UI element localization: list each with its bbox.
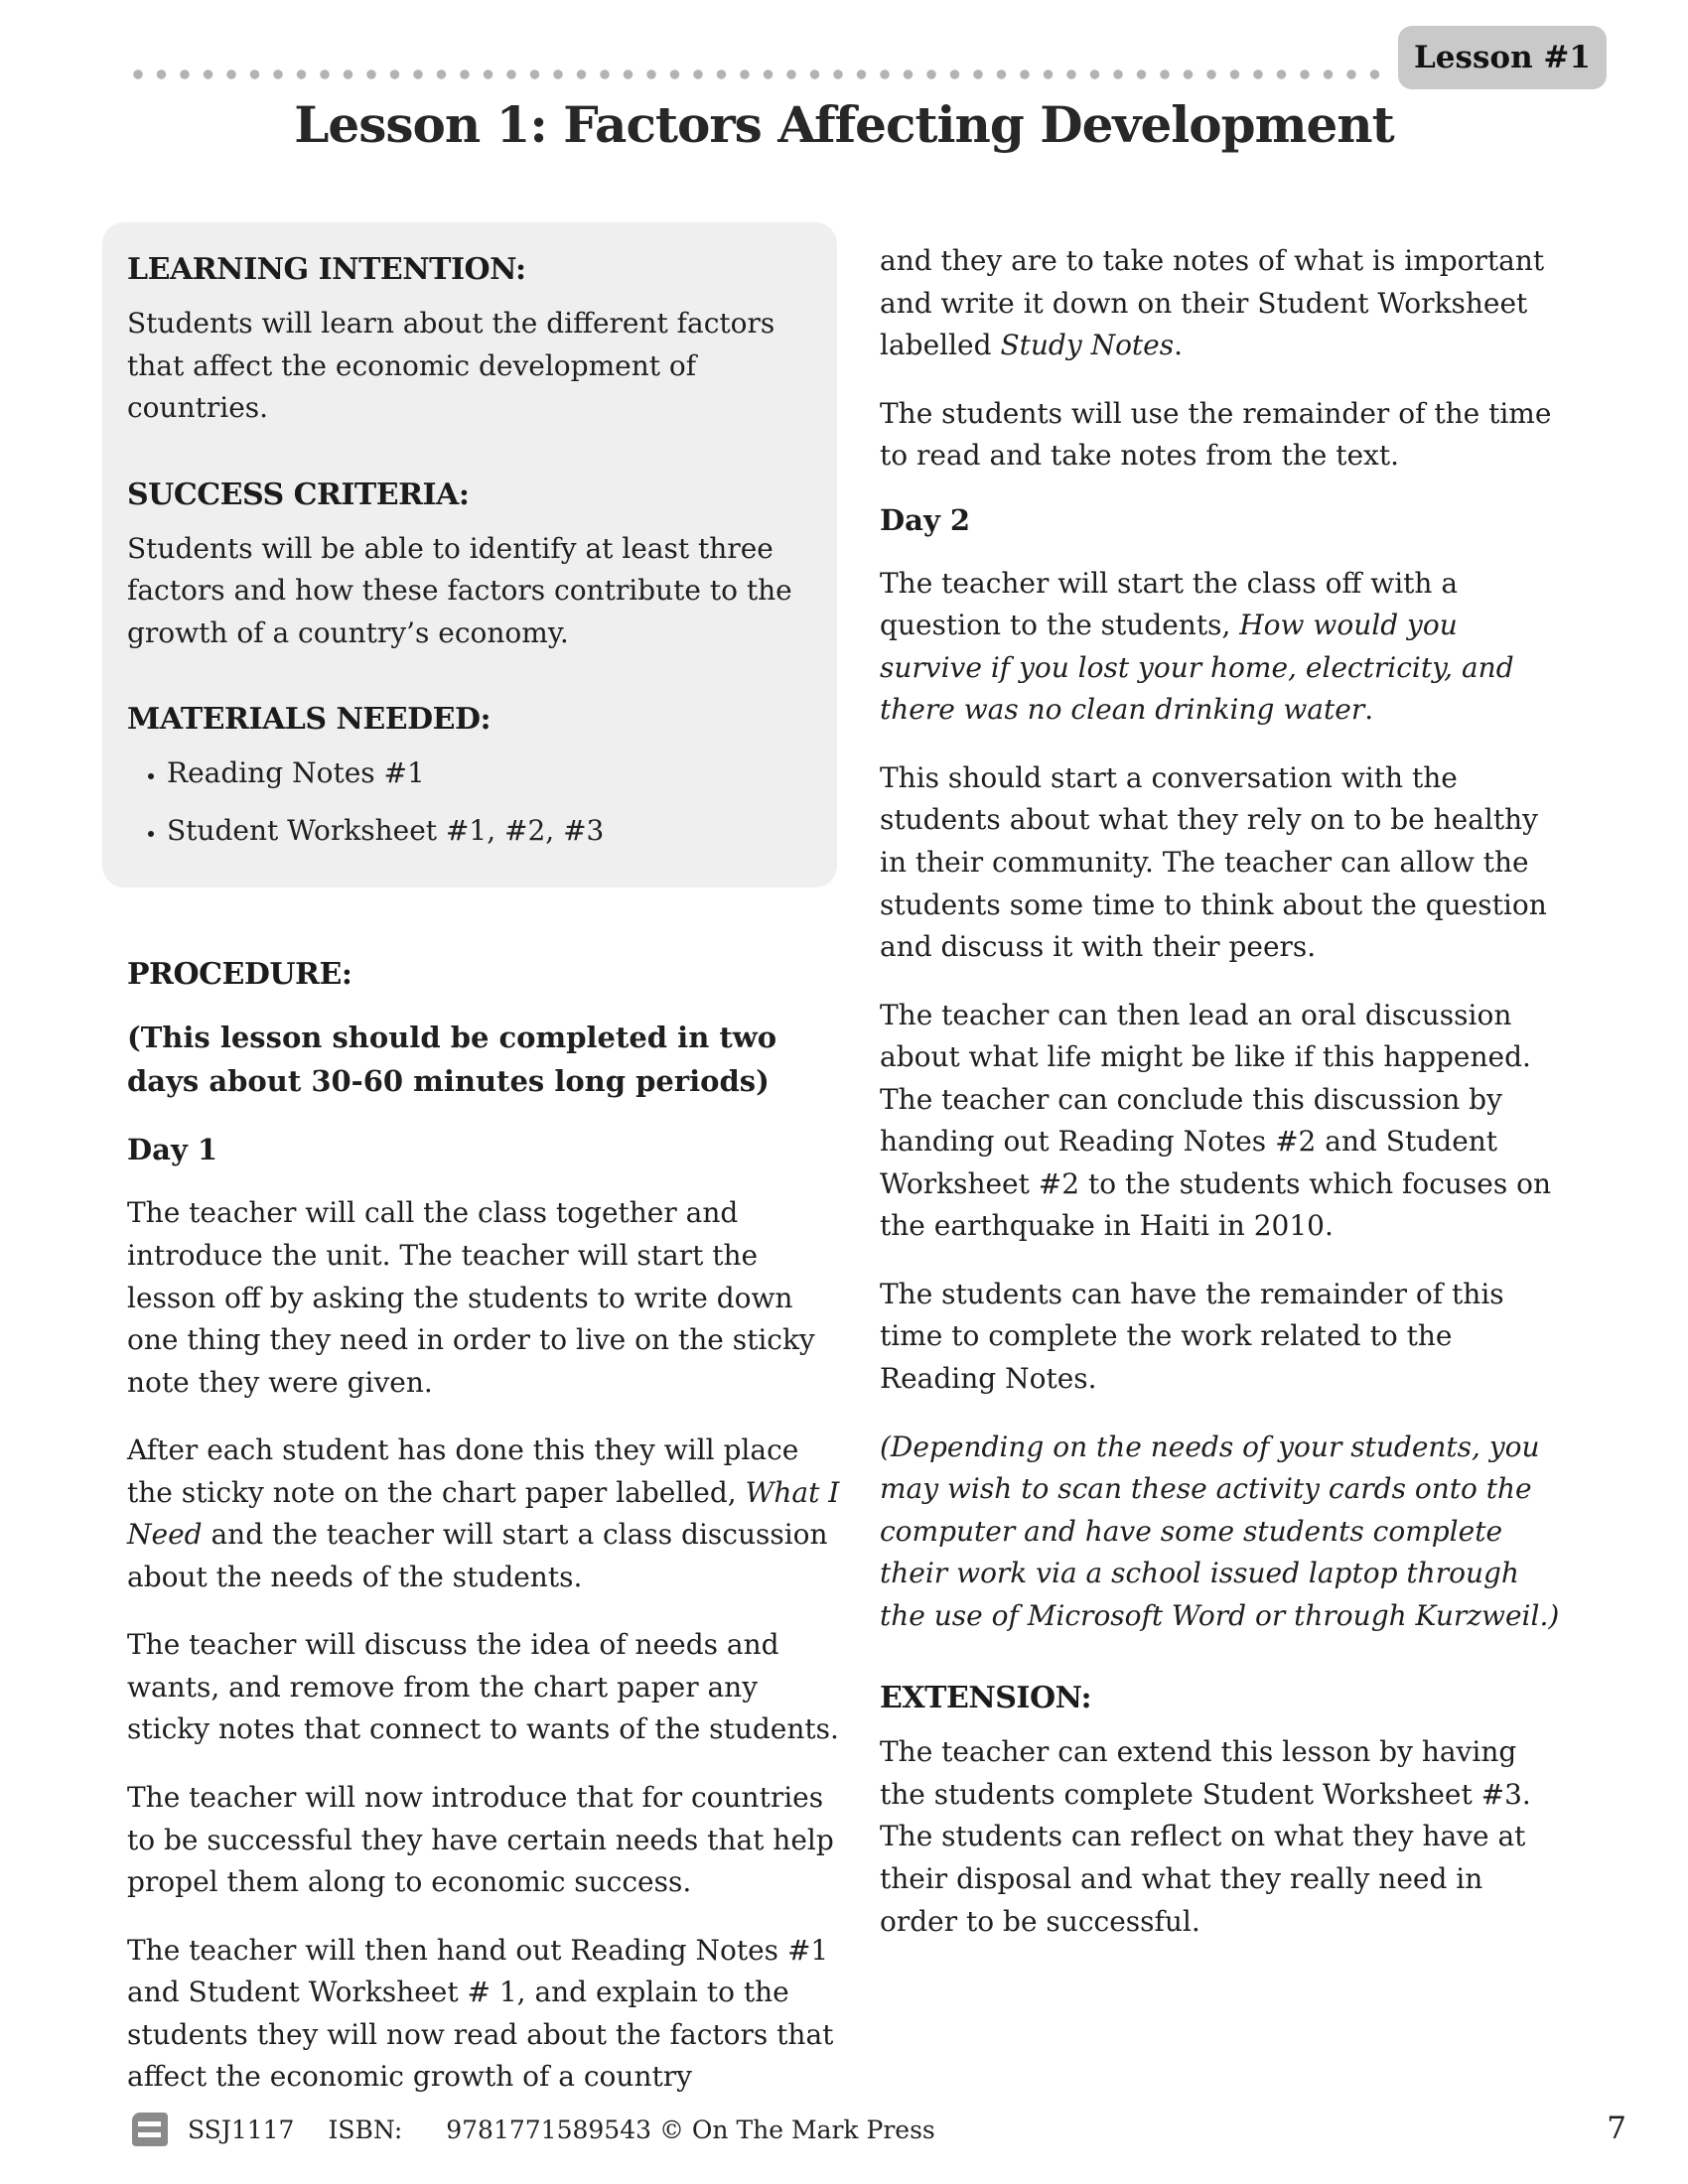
dotted-divider [132,68,1385,80]
paragraph: The students can have the remainder of this time to complete the work related to the Reading Notes. [880,1277,1504,1396]
lesson-number-tab: Lesson #1 [1398,26,1607,89]
paragraph [127,1430,840,1598]
page-title: Lesson 1: Factors Affecting Development [294,95,1394,154]
text-segment: The teacher will start the class off with a question to the students, [880,566,1459,642]
italic-segment: How would you survive if you lost your home, electricity, and there was no clean drinking water [880,609,1514,727]
list-item: • Student Worksheet #1, #2, #3 [167,810,809,852]
text-segment: and they are to take notes of what is important and write it down on their Student Worksheet labelled [880,244,1545,362]
page-number: 7 [1607,2111,1626,2146]
day1-heading: Day 1 [127,1133,218,1167]
info-box [102,222,837,887]
isbn-value: 9781771589543 © On The Mark Press [446,2115,935,2144]
two-column-body [127,222,1563,2124]
book-icon [132,2113,168,2146]
text-segment: After each student has done this they will place the sticky note on the chart paper labelled, [127,1433,799,1509]
left-column [127,222,840,2124]
footer [132,2113,935,2146]
materials-list [127,752,809,852]
learning-intention-body: Students will learn about the different factors that affect the economic development of countries. [127,307,775,425]
text-segment: . [1364,693,1374,727]
paragraph: The teacher will then hand out Reading Notes #1 and Student Worksheet # 1, and explain to the students they will now read about the factors that affect the economic growth of a country [127,1933,834,2094]
success-criteria-heading: SUCCESS CRITERIA: [127,477,470,512]
success-criteria-body: Students will be able to identify at least three factors and how these factors contribute to the growth of a country’s economy. [127,531,792,649]
procedure-note: (This lesson should be completed in two days about 30-60 minutes long periods) [127,1021,777,1099]
italic-segment: What I Need [127,1475,840,1552]
day2-heading: Day 2 [880,502,971,537]
product-code: SSJ1117 [188,2115,295,2144]
list-item: • Reading Notes #1 [167,752,809,794]
text-segment: . [1174,329,1184,362]
procedure-heading: PROCEDURE: [127,957,352,993]
learning-intention-section [127,252,809,430]
extension-body: The teacher can extend this lesson by having the students complete Student Worksheet #3. The students can reflect on what they have at their disposal and what they really need in order to be successful. [880,1735,1531,1938]
materials-needed-section [127,702,809,852]
paragraph: This should start a conversation with the students about what they rely on to be healthy in their community. The teacher can allow the students some time to think about the question and discuss it with their peers. [880,760,1547,964]
paragraph: The teacher will discuss the idea of needs and wants, and remove from the chart paper any sticky notes that connect to wants of the students. [127,1628,839,1746]
learning-intention-heading: LEARNING INTENTION: [127,252,526,287]
isbn-label: ISBN: [328,2115,403,2144]
success-criteria-section [127,478,809,655]
italic-segment: Study Notes [1000,329,1175,362]
text-segment: and the teacher will start a class discussion about the needs of the students. [127,1518,828,1593]
paragraph: The teacher can then lead an oral discussion about what life might be like if this happened. The teacher can conclude this discussion by handing out Reading Notes #2 and Student Worksheet #2 to the students which focuses on the earthquake in Haiti in 2010. [880,998,1552,1243]
paragraph: The teacher will call the class together and introduce the unit. The teacher will start the lesson off by asking the students to write down one thing they need in order to live on the sticky note they were given. [127,1196,815,1399]
paragraph: The teacher will now introduce that for countries to be successful they have certain needs that help propel them along to economic success. [127,1781,834,1899]
paragraph [880,563,1563,732]
materials-needed-heading: MATERIALS NEEDED: [127,702,492,738]
right-column [880,222,1563,2124]
paragraph-italic: (Depending on the needs of your students, you may wish to scan these activity cards onto the computer and have some students complete their work via a school issued laptop through the use of Microsoft Word or through Kurzweil.) [880,1430,1560,1632]
extension-heading: EXTENSION: [880,1681,1092,1716]
paragraph: The students will use the remainder of the time to read and take notes from the text. [880,396,1552,473]
paragraph [880,240,1563,367]
